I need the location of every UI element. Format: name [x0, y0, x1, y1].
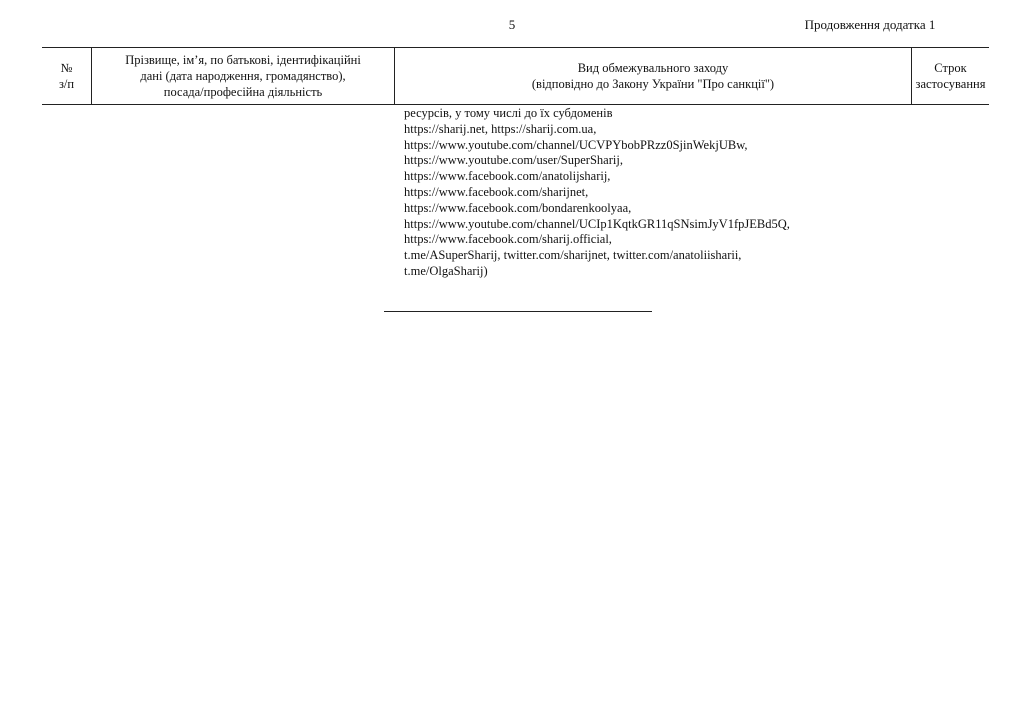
column-number-header: № з/п: [42, 48, 92, 104]
table-header: [42, 47, 989, 105]
text-line: https://sharij.net, https://sharij.com.ua,: [404, 121, 597, 136]
page-number: 5: [508, 17, 516, 32]
text-line: t.me/ASuperSharij, twitter.com/sharijnet, twitter.com/anatoliisharii,: [404, 248, 742, 263]
text-line: https://www.facebook.com/sharijnet,: [404, 184, 589, 199]
column-term-header: Строк застосування: [915, 61, 986, 91]
text-line: https://www.youtube.com/channel/UCVPYbobPRzz0SjinWekjUBw,: [404, 137, 748, 152]
text-line: https://www.facebook.com/bondarenkoolyaa,: [404, 200, 632, 215]
continuation-label: Продовження додатка 1: [804, 17, 936, 32]
measure-text-block: [404, 106, 874, 280]
text-line: https://www.youtube.com/channel/UCIp1KqtkGR11qSNsimJyV1fpJEBd5Q,: [404, 216, 790, 231]
text-line: https://www.facebook.com/anatolijsharij,: [404, 169, 611, 184]
column-measure-header: Вид обмежувального заходу (відповідно до Закону України "Про санкції"): [395, 48, 912, 104]
text-line: https://www.facebook.com/sharij.official,: [404, 232, 612, 247]
text-line: https://www.youtube.com/user/SuperSharij,: [404, 153, 623, 168]
closing-rule: [384, 311, 652, 312]
column-name-header: Прізвище, ім’я, по батькові, ідентифікаційні дані (дата народження, громадянство), посада/професійна діяльність: [92, 48, 395, 104]
text-line: t.me/OlgaSharij): [404, 263, 488, 278]
text-line: ресурсів, у тому числі до їх субдоменів: [404, 106, 613, 120]
